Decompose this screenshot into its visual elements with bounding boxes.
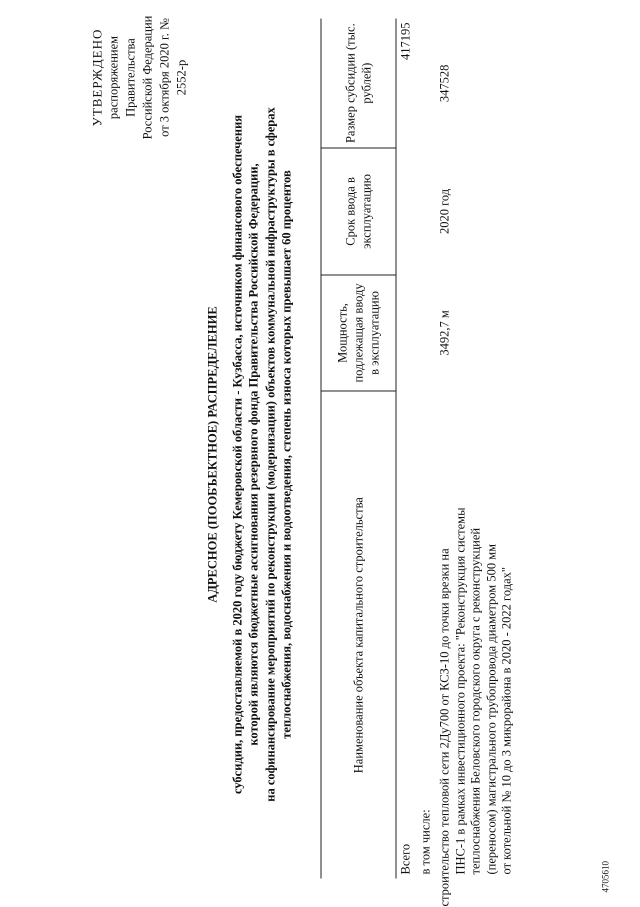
item-line: (переносом) магистрального трубопровода диаметром 500 мм (484, 395, 500, 874)
document-code: 4705610 (601, 861, 611, 893)
rotated-sheet (1, 0, 640, 905)
including-label: в том числе: (416, 391, 436, 878)
column-header-term: Срок ввода в эксплуатацию (321, 148, 396, 274)
distribution-table (321, 19, 518, 879)
table-row-total (396, 19, 416, 879)
column-header-amount: Размер субсидии (тыс. рублей) (321, 19, 396, 149)
title-line: которой являются бюджетные ассигнования резервного фонда Правительства Российской Федерации, (246, 25, 263, 885)
item-line: теплоснабжения Беловского городского округа с реконструкцией (469, 395, 485, 874)
item-line: от котельной № 10 до 3 микрорайона в 2020 - 2022 годах" (500, 395, 516, 874)
title-line: теплоснабжения, водоснабжения и водоотведения, степень износа которых превышает 60 процентов (279, 25, 296, 885)
item-amount: 347528 (436, 19, 518, 149)
title-line: на софинансирование мероприятий по реконструкции (модернизации) объектов коммунальной инфраструктуры в сферах (262, 25, 279, 885)
title-main: АДРЕСНОЕ (ПООБЪЕКТНОЕ) РАСПРЕДЕЛЕНИЕ (205, 25, 222, 885)
item-capacity: 3492,7 м (436, 275, 518, 392)
total-term-cell (396, 148, 416, 274)
approval-line: от 3 октября 2020 г. № 2552-р (157, 3, 191, 153)
table-header-row (321, 19, 396, 879)
approval-stamp (89, 3, 191, 153)
approval-line: распоряжением Правительства (106, 3, 140, 153)
item-line: ПНС-1 в рамках инвестиционного проекта: "Реконструкция системы (453, 395, 469, 874)
document-title (205, 25, 296, 885)
column-header-capacity: Мощность, подлежащая вводу в эксплуатацию (321, 275, 396, 392)
table-row-item (436, 19, 518, 879)
total-capacity-cell (396, 275, 416, 392)
title-line: субсидии, предоставляемой в 2020 году бюджету Кемеровской области - Кузбасса, источником финансового обеспечения (229, 25, 246, 885)
total-amount: 417195 (396, 19, 416, 149)
item-term: 2020 год (436, 148, 518, 274)
approval-line: Российской Федерации (140, 3, 157, 153)
table-row-including (416, 19, 436, 879)
total-label: Всего (396, 391, 416, 878)
item-description (436, 391, 518, 878)
column-header-object: Наименование объекта капитального строительства (321, 391, 396, 878)
item-line: строительство тепловой сети 2Ду700 от КСЗ-10 до точки врезки на (438, 395, 454, 906)
approval-heading: УТВЕРЖДЕНО (89, 3, 106, 153)
